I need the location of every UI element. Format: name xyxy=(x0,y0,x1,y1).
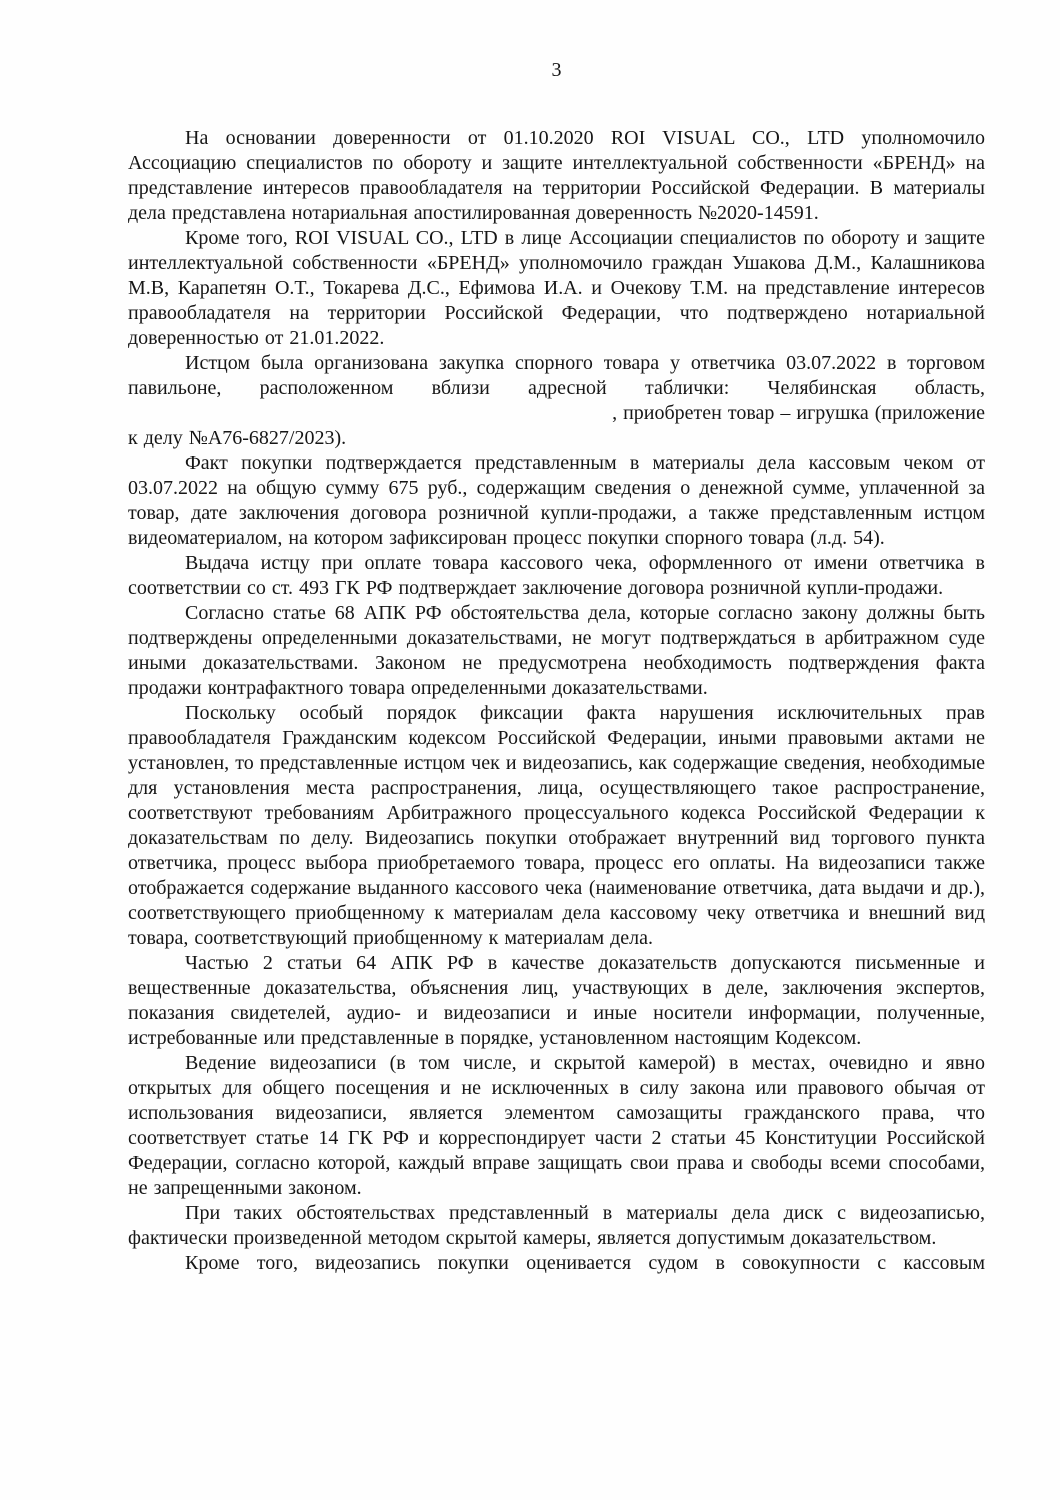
paragraph: Частью 2 статьи 64 АПК РФ в качестве доказательств допускаются письменные и вещественные доказательства, объяснения лиц, участвующих в деле, заключения экспертов, показания свидетелей, аудио- и видеозаписи и иные носители информации, полученные, истребованные или представленные в порядке, установленном настоящим Кодексом. xyxy=(128,952,985,1049)
paragraph: Поскольку особый порядок фиксации факта нарушения исключительных прав правообладателя Гражданским кодексом Российской Федерации, иными правовыми актами не установлен, то представленные истцом чек и видеозапись, как содержащие сведения, необходимые для установления места распространения, лица, осуществляющего такое распространение, соответствуют требованиям Арбитражного процессуального кодекса Российской Федерации к доказательствам по делу. Видеозапись покупки отображает внутренний вид торгового пункта ответчика, процесс выбора приобретаемого товара, процесс его оплаты. На видеозаписи также отображается содержание выданного кассового чека (наименование ответчика, дата выдачи и др.), соответствующего приобщенному к материалам дела кассовому чеку ответчика и внешний вид товара, соответствующий приобщенному к материалам дела. xyxy=(128,702,985,949)
paragraph: При таких обстоятельствах представленный в материалы дела диск с видеозаписью, фактически произведенной методом скрытой камеры, является допустимым доказательством. xyxy=(128,1202,985,1249)
paragraph: Кроме того, видеозапись покупки оценивается судом в совокупности с кассовым xyxy=(185,1252,985,1274)
paragraph: к делу №А76-6827/2023). xyxy=(128,427,347,449)
paragraph: Согласно статье 68 АПК РФ обстоятельства дела, которые согласно закону должны быть подтверждены определенными доказательствами, не могут подтверждаться в арбитражном суде иными доказательствами. Законом не предусмотрена необходимость подтверждения факта продажи контрафактного товара определенными доказательствами. xyxy=(128,602,985,699)
paragraph: Кроме того, ROI VISUAL CO., LTD в лице Ассоциации специалистов по обороту и защите интеллектуальной собственности «БРЕНД» уполномочило граждан Ушакова Д.М., Калашникова М.В, Карапетян О.Т., Токарева Д.С., Ефимова И.А. и Очекову Т.М. на представление интересов правообладателя на территории Российской Федерации, что подтверждено нотариальной доверенностью от 21.01.2022. xyxy=(128,227,985,349)
paragraph: Выдача истцу при оплате товара кассового чека, оформленного от имени ответчика в соответствии со ст. 493 ГК РФ подтверждает заключение договора розничной купли-продажи. xyxy=(128,552,985,599)
paragraph: Истцом была организована закупка спорного товара у ответчика 03.07.2022 в торговом павильоне, расположенном вблизи адресной таблички: Челябинская область, xyxy=(128,352,985,399)
page-number: 3 xyxy=(551,59,562,81)
paragraph: На основании доверенности от 01.10.2020 ROI VISUAL CO., LTD уполномочило Ассоциацию специалистов по обороту и защите интеллектуальной собственности «БРЕНД» на представление интересов правообладателя на территории Российской Федерации. В материалы дела представлена нотариальная апостилированная доверенность №2020-14591. xyxy=(128,127,985,224)
document-body xyxy=(128,126,985,1276)
paragraph-redacted-line: , приобретен товар – игрушка (приложение xyxy=(612,402,985,424)
paragraph: Ведение видеозаписи (в том числе, и скрытой камерой) в местах, очевидно и явно открытых для общего посещения и не исключенных в силу закона или правового обычая от использования видеозаписи, является элементом самозащиты гражданского права, что соответствует статье 14 ГК РФ и корреспондирует части 2 статьи 45 Конституции Российской Федерации, согласно которой, каждый вправе защищать свои права и свободы всеми способами, не запрещенными законом. xyxy=(128,1052,985,1199)
paragraph: Факт покупки подтверждается представленным в материалы дела кассовым чеком от 03.07.2022 на общую сумму 675 руб., содержащим сведения о денежной сумме, уплаченной за товар, дате заключения договора розничной купли-продажи, а также представленным истцом видеоматериалом, на котором зафиксирован процесс покупки спорного товара (л.д. 54). xyxy=(128,452,985,549)
